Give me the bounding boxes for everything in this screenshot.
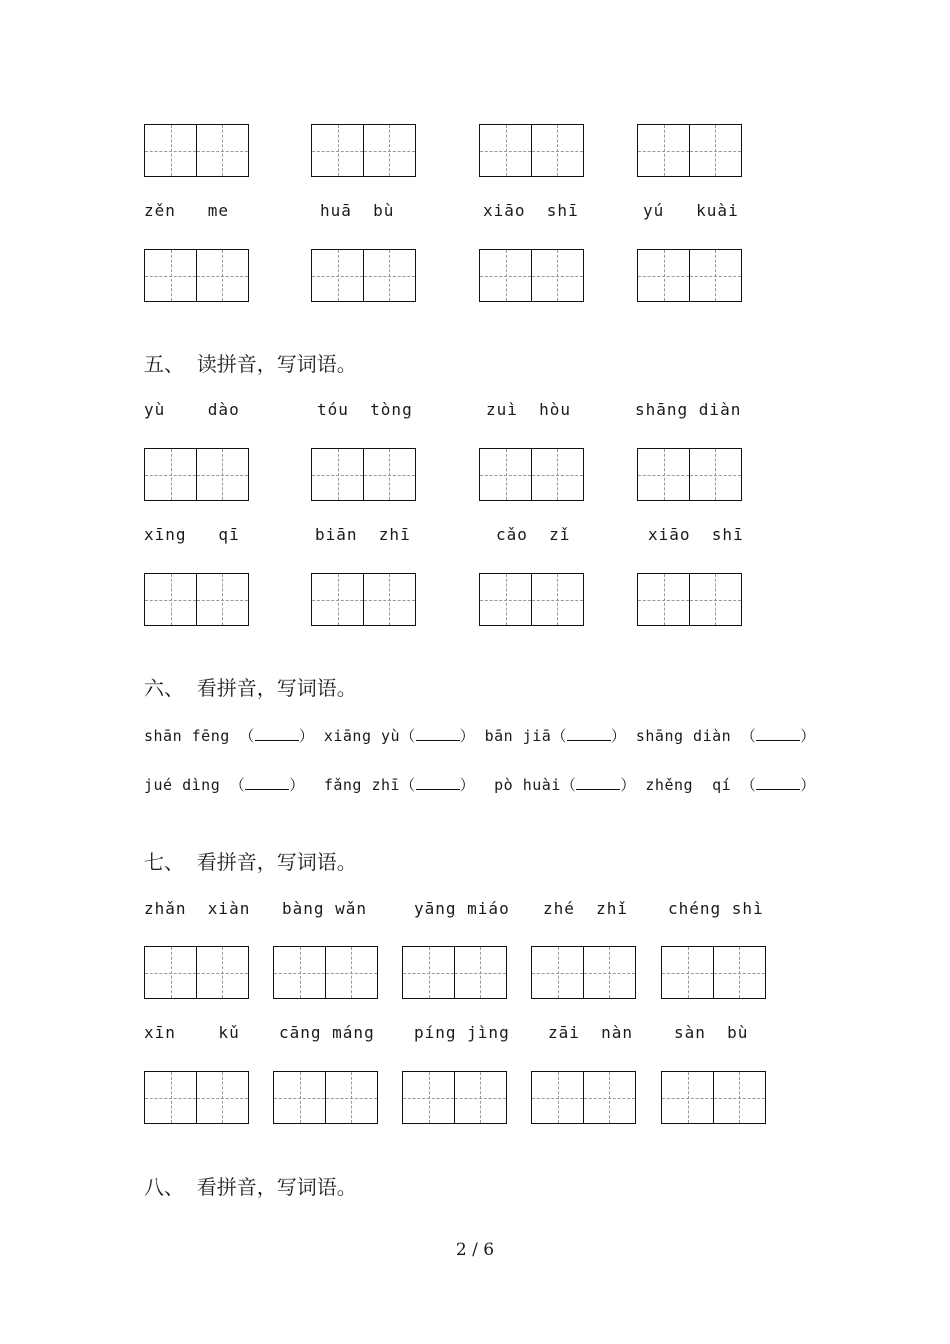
page-number: 2 / 6 bbox=[455, 1240, 495, 1260]
writing-grid[interactable] bbox=[637, 249, 740, 302]
writing-grid[interactable] bbox=[661, 1071, 764, 1124]
writing-grid[interactable] bbox=[479, 124, 582, 177]
pinyin-label: zěn me bbox=[144, 201, 230, 220]
writing-grid[interactable] bbox=[479, 249, 582, 302]
writing-grid[interactable] bbox=[661, 946, 764, 999]
pinyin-label: zāi nàn bbox=[548, 1023, 634, 1042]
writing-grid[interactable] bbox=[402, 1071, 505, 1124]
writing-grid[interactable] bbox=[531, 946, 634, 999]
writing-grid[interactable] bbox=[144, 448, 247, 501]
writing-grid[interactable] bbox=[637, 124, 740, 177]
writing-grid[interactable] bbox=[144, 249, 247, 302]
pinyin-label: tóu tòng bbox=[317, 400, 413, 419]
pinyin-text: ） bbox=[800, 727, 816, 745]
answer-blank[interactable] bbox=[567, 728, 611, 741]
pinyin-text: shān fēng （ bbox=[144, 727, 255, 745]
pinyin-label: yù dào bbox=[144, 400, 240, 419]
writing-grid[interactable] bbox=[479, 448, 582, 501]
writing-grid[interactable] bbox=[402, 946, 505, 999]
section-heading-8: 八、 看拼音，写词语。 bbox=[144, 1175, 357, 1199]
section-heading-6: 六、 看拼音，写词语。 bbox=[144, 676, 357, 700]
pinyin-text: ） bān jiā（ bbox=[459, 727, 567, 745]
writing-grid[interactable] bbox=[637, 573, 740, 626]
fill-blank-row bbox=[144, 774, 816, 795]
writing-grid[interactable] bbox=[311, 448, 414, 501]
answer-blank[interactable] bbox=[756, 777, 800, 790]
answer-blank[interactable] bbox=[416, 777, 460, 790]
pinyin-label: xiāo shī bbox=[483, 201, 579, 220]
pinyin-label: zhǎn xiàn bbox=[144, 899, 251, 918]
writing-grid[interactable] bbox=[531, 1071, 634, 1124]
writing-grid[interactable] bbox=[144, 1071, 247, 1124]
writing-grid[interactable] bbox=[479, 573, 582, 626]
pinyin-text: ） pò huài（ bbox=[459, 776, 577, 794]
pinyin-label: yāng miáo bbox=[414, 899, 510, 918]
writing-grid[interactable] bbox=[273, 946, 376, 999]
writing-grid[interactable] bbox=[144, 124, 247, 177]
pinyin-label: píng jìng bbox=[414, 1023, 510, 1042]
pinyin-label: cāng máng bbox=[279, 1023, 375, 1042]
pinyin-label: xiāo shī bbox=[648, 525, 744, 544]
pinyin-label: cǎo zǐ bbox=[496, 525, 571, 544]
pinyin-label: xīn kǔ bbox=[144, 1023, 240, 1042]
pinyin-label: zhé zhǐ bbox=[543, 899, 629, 918]
pinyin-label: zuì hòu bbox=[486, 400, 572, 419]
writing-grid[interactable] bbox=[311, 573, 414, 626]
answer-blank[interactable] bbox=[416, 728, 460, 741]
writing-grid[interactable] bbox=[144, 946, 247, 999]
pinyin-label: sàn bù bbox=[674, 1023, 749, 1042]
answer-blank[interactable] bbox=[576, 777, 620, 790]
pinyin-text: ） xiāng yù（ bbox=[298, 727, 416, 745]
fill-blank-row bbox=[144, 725, 816, 746]
pinyin-text: ） zhěng qí （ bbox=[620, 776, 757, 794]
pinyin-label: shāng diàn bbox=[635, 400, 742, 419]
answer-blank[interactable] bbox=[756, 728, 800, 741]
writing-grid[interactable] bbox=[637, 448, 740, 501]
writing-grid[interactable] bbox=[311, 249, 414, 302]
pinyin-text: ） bbox=[800, 776, 816, 794]
writing-grid[interactable] bbox=[144, 573, 247, 626]
pinyin-label: xīng qī bbox=[144, 525, 240, 544]
answer-blank[interactable] bbox=[255, 728, 299, 741]
pinyin-label: bàng wǎn bbox=[282, 899, 368, 918]
pinyin-label: biān zhī bbox=[315, 525, 411, 544]
pinyin-label: yú kuài bbox=[643, 201, 739, 220]
writing-grid[interactable] bbox=[273, 1071, 376, 1124]
section-heading-5: 五、 读拼音，写词语。 bbox=[144, 352, 357, 376]
pinyin-label: huā bù bbox=[320, 201, 395, 220]
writing-grid[interactable] bbox=[311, 124, 414, 177]
pinyin-text: ） shāng diàn （ bbox=[610, 727, 757, 745]
pinyin-text: ） fǎng zhī（ bbox=[289, 776, 416, 794]
pinyin-label: chéng shì bbox=[668, 899, 764, 918]
answer-blank[interactable] bbox=[245, 777, 289, 790]
pinyin-text: jué dìng （ bbox=[144, 776, 246, 794]
section-heading-7: 七、 看拼音，写词语。 bbox=[144, 850, 357, 874]
